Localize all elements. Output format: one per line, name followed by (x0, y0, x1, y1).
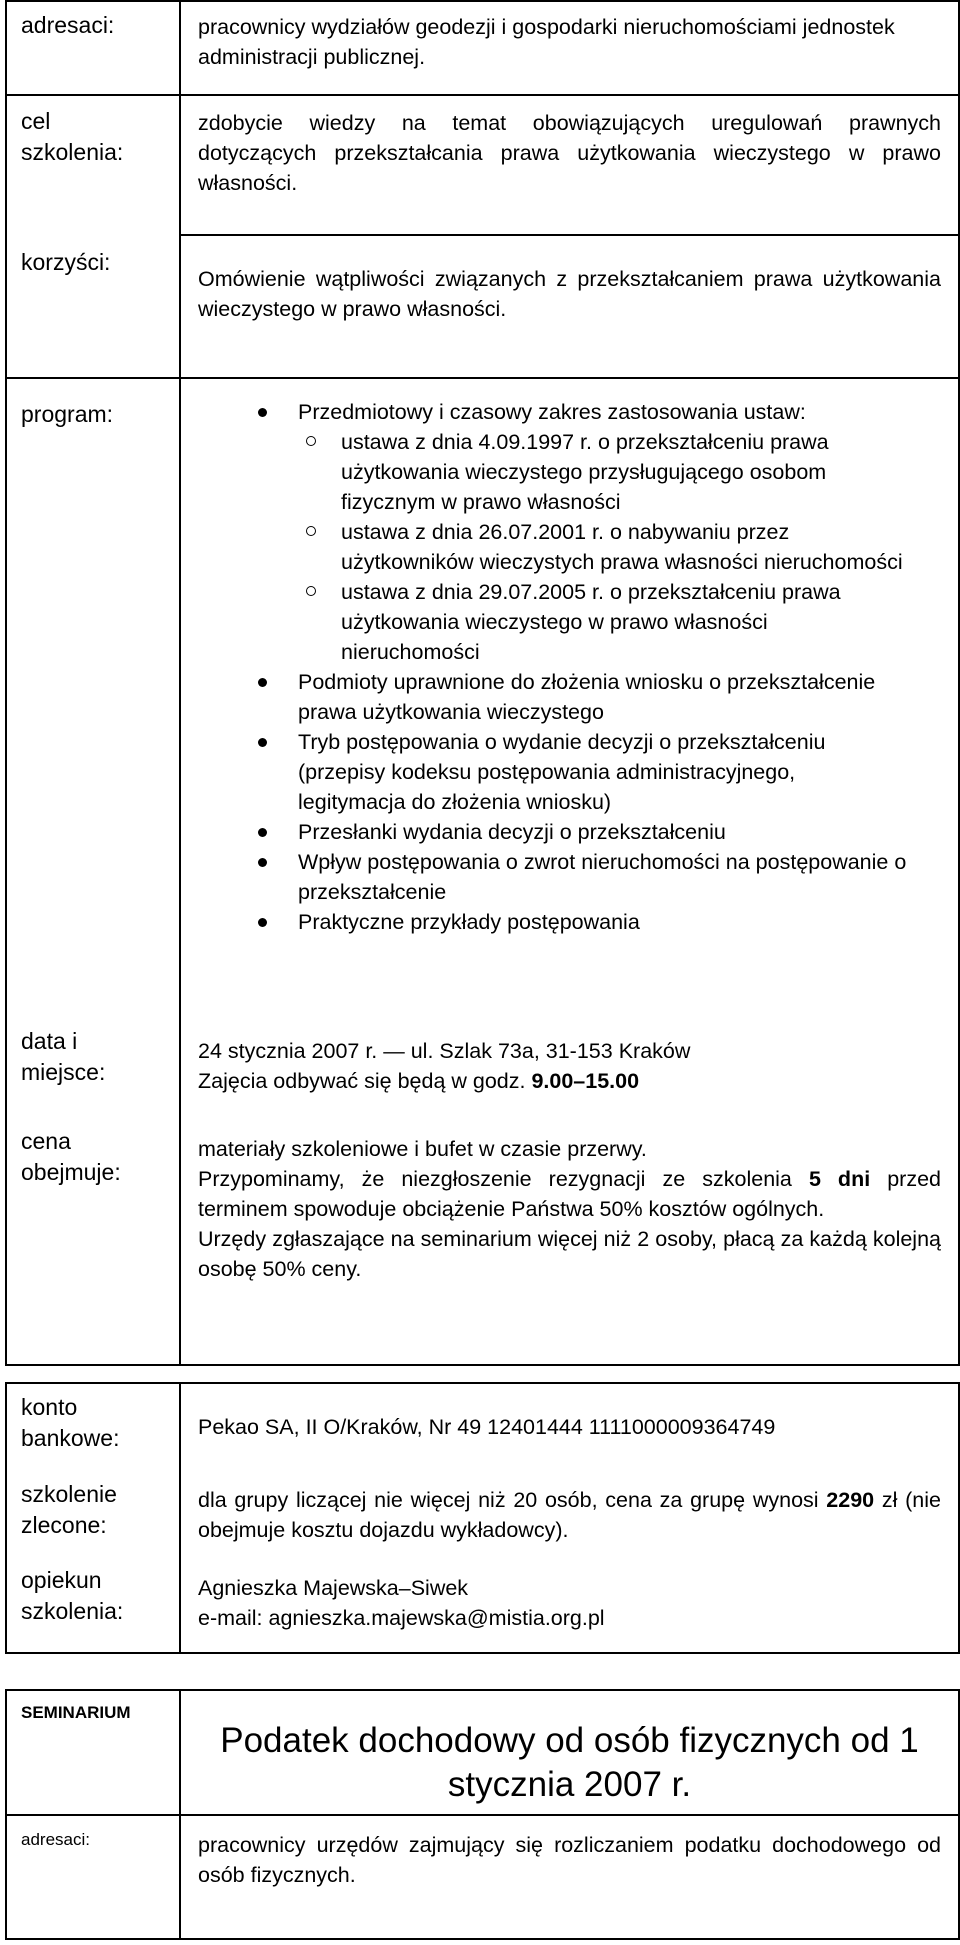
data-label-1: data i (21, 1028, 78, 1054)
cena-p2: Przypominamy, że niezgłoszenie rezygnacji ze szkolenia 5 dni przed terminem spowoduje obciążenie Państwa 50% kosztów ogólnych. (198, 1167, 942, 1221)
korzysci-label: korzyści: (21, 249, 111, 275)
konto-label-1: konto (21, 1394, 78, 1420)
program-list (181, 379, 958, 937)
row-cena (6, 1108, 959, 1365)
zlecone-text: dla grupy liczącej nie więcej niż 20 osób, cena za grupę wynosi 2290 zł (nie obejmuje kosztu dojazdu wykładowcy). (198, 1488, 941, 1542)
program-item: Wpływ postępowania o zwrot nieruchomości na postępowanie o przekształcenie (198, 847, 908, 907)
program-item: Podmioty uprawnione do złożenia wniosku o przekształcenie prawa użytkowania wieczystego (198, 667, 908, 727)
row-konto (6, 1383, 959, 1475)
cel-label-2: szkolenia: (21, 139, 124, 165)
seminar-title: Podatek dochodowy od osób fizycznych od 1 stycznia 2007 r. (220, 1721, 919, 1804)
cena-label-2: obejmuje: (21, 1159, 121, 1185)
opiekun-label-1: opiekun (21, 1567, 102, 1593)
row-cel (6, 95, 959, 235)
row-seminar-adresaci (6, 1815, 959, 1939)
seminar-label: SEMINARIUM (21, 1703, 131, 1722)
adresaci-text: pracownicy wydziałów geodezji i gospodarki nieruchomościami jednostek administracji publicznej. (198, 15, 895, 69)
opiekun-label-2: szkolenia: (21, 1598, 124, 1624)
opiekun-email: e-mail: agnieszka.majewska@mistia.org.pl (198, 1606, 605, 1630)
program-item: Praktyczne przykłady postępowania (198, 907, 908, 937)
data-label-2: miejsce: (21, 1059, 106, 1085)
program-item: Przedmiotowy i czasowy zakres zastosowania ustaw: ustawa z dnia 4.09.1997 r. o przekształceniu prawa użytkowania wieczystego przysługującego osobom fizycznym w prawo własności ustawa z dnia 26.07.2001 r. o nabywaniu przez użytkowników wieczystych prawa własności nieruchomości ustawa z dnia 29.07.2005 r. o przekształceniu prawa użytkowania wieczystego w prawo własności nieruchomości (198, 397, 908, 667)
data-line-1: 24 stycznia 2007 r. — ul. Szlak 73a, 31-153 Kraków (198, 1039, 691, 1063)
row-seminar-title (6, 1690, 959, 1815)
program-subitem: ustawa z dnia 4.09.1997 r. o przekształceniu prawa użytkowania wieczystego przysługującego osobom fizycznym w prawo własności (298, 427, 908, 517)
korzysci-text: Omówienie wątpliwości związanych z przekształcaniem prawa użytkowania wieczystego w prawo własności. (198, 267, 941, 321)
data-line-2: Zajęcia odbywać się będą w godz. 9.00–15.00 (198, 1069, 640, 1093)
program-item: Tryb postępowania o wydanie decyzji o przekształceniu (przepisy kodeksu postępowania administracyjnego, legitymacja do złożenia wniosku) (198, 727, 908, 817)
cena-label-1: cena (21, 1128, 71, 1154)
cel-label-1: cel (21, 108, 51, 134)
seminar-adresaci-text: pracownicy urzędów zajmujący się rozliczaniem podatku dochodowego od osób fizycznych. (198, 1833, 941, 1887)
seminar-adresaci-label: adresaci: (21, 1830, 90, 1849)
cena-p1: materiały szkoleniowe i bufet w czasie przerwy. (198, 1137, 647, 1161)
adresaci-label: adresaci: (21, 12, 115, 38)
konto-label-2: bankowe: (21, 1425, 120, 1451)
konto-text: Pekao SA, II O/Kraków, Nr 49 12401444 1111000009364749 (198, 1415, 776, 1439)
course-info-table (5, 0, 960, 1366)
cena-p3: Urzędy zgłaszające na seminarium więcej niż 2 osoby, płacą za każdą kolejną osobę 50% ceny. (198, 1227, 941, 1281)
row-adresaci (6, 1, 959, 95)
zlecone-label-2: zlecone: (21, 1512, 107, 1538)
program-label: program: (21, 401, 114, 427)
hours: 9.00–15.00 (531, 1069, 640, 1093)
zlecone-label-1: szkolenie (21, 1481, 117, 1507)
contact-table (5, 1382, 960, 1654)
opiekun-name: Agnieszka Majewska–Siwek (198, 1576, 469, 1600)
seminar-table (5, 1689, 960, 1940)
program-subitem: ustawa z dnia 29.07.2005 r. o przekształceniu prawa użytkowania wieczystego w prawo własności nieruchomości (298, 577, 908, 667)
row-opiekun (6, 1557, 959, 1653)
row-data (6, 1018, 959, 1108)
row-korzysci (6, 235, 959, 378)
program-subitem: ustawa z dnia 26.07.2001 r. o nabywaniu przez użytkowników wieczystych prawa własności nieruchomości (298, 517, 908, 577)
cel-text: zdobycie wiedzy na temat obowiązujących uregulowań prawnych dotyczących przekształcania prawa użytkowania wieczystego w prawo własności. (198, 111, 941, 195)
program-item: Przesłanki wydania decyzji o przekształceniu (198, 817, 908, 847)
row-program (6, 378, 959, 1018)
row-zlecone (6, 1475, 959, 1557)
